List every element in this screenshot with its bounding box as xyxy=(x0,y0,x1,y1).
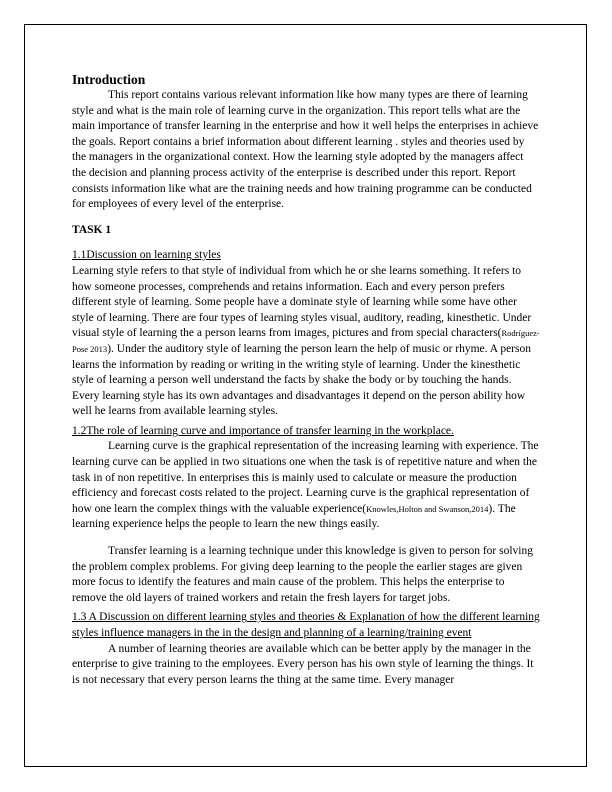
section-1-2-text-a: Learning curve is the graphical representation of the increasing learning with experience. The learning curve can be applied in two situations one when the task is of repetitive nature and when the task in of non repetitive. In enterprises this is mainly used to calculate or measure the production efficiency and forecast costs related to the project. Learning curve is the graphical representation of how one learn the complex things with the valuable experience( xyxy=(72,440,539,515)
section-1-3-heading: 1.3 A Discussion on different learning styles and theories & Explanation of how the different learning styles influence managers in the in the design and planning of a learning/training event xyxy=(72,611,540,639)
section-1-2-paragraph-2: Transfer learning is a learning technique under this knowledge is given to person for solving the problem complex problems. For giving deep learning to the people the earlier stages are given more focus to identify the features and main cause of the problem. This helps the enterprise to remove the old layers of trained workers and retain the fresh layers for target jobs. xyxy=(72,545,533,604)
section-1-2-text-b: ). The learning experience helps the people to learn the new things easily. xyxy=(72,502,516,531)
section-1-2-heading: 1.2The role of learning curve and importance of transfer learning in the workplace. xyxy=(72,424,454,437)
section-1-1-paragraph xyxy=(72,264,540,420)
section-1-3-paragraph-1: A number of learning theories are available which can be better apply by the manager in the enterprise to give training to the employees. Every person has his own style of learning the things. It is not necessary that every person learns the thing at the same time. Every manager xyxy=(72,642,534,686)
section-1-1-text-b: ). Under the auditory style of learning the person learn the help of music or rhyme. A person learns the information by reading or writing in the writing style of learning. Under the kinesthetic style of learning a person well understand the facts by shake the body or by touching the hands. Every learning style has its own advantages and disadvantages it depend on the person ability how well he learns from available learning styles. xyxy=(72,342,531,418)
introduction-heading: Introduction xyxy=(72,72,146,87)
citation-rodriguez-pose: Rodríguez-Pose 2013 xyxy=(72,328,540,354)
section-1-1-heading: 1.1Discussion on learning styles xyxy=(72,249,221,262)
introduction-paragraph: This report contains various relevant information like how many types are there of learning style and what is the main role of learning curve in the organization. This report tells what are the main importance of transfer learning in the enterprise and how it well helps the enterprises in achieve the goals. Report contains a brief information about different learning . styles and theories used by the managers in the organizational context. How the learning style adopted by the managers affect the decision and planning process activity of the enterprise is described under this report. Report consists information like what are the training needs and how training programme can be conducted for employees of every level of the enterprise. xyxy=(72,89,539,211)
section-1-2-paragraph-1 xyxy=(72,439,540,533)
document-body xyxy=(72,72,540,688)
citation-knowles: Knowles,Holton and Swanson,2014 xyxy=(366,503,489,514)
section-1-1-text-a: Learning style refers to that style of individual from which he or she learns something. It refers to how someone processes, comprehends and retains information. Each and every person prefers different style of learning. Some people have a dominate style of learning while some have other style of learning. There are four types of learning styles visual, auditory, reading, kinesthetic. Under visual style of learning the a person learns from images, pictures and from special characters( xyxy=(72,264,532,340)
task1-heading: TASK 1 xyxy=(72,223,112,236)
